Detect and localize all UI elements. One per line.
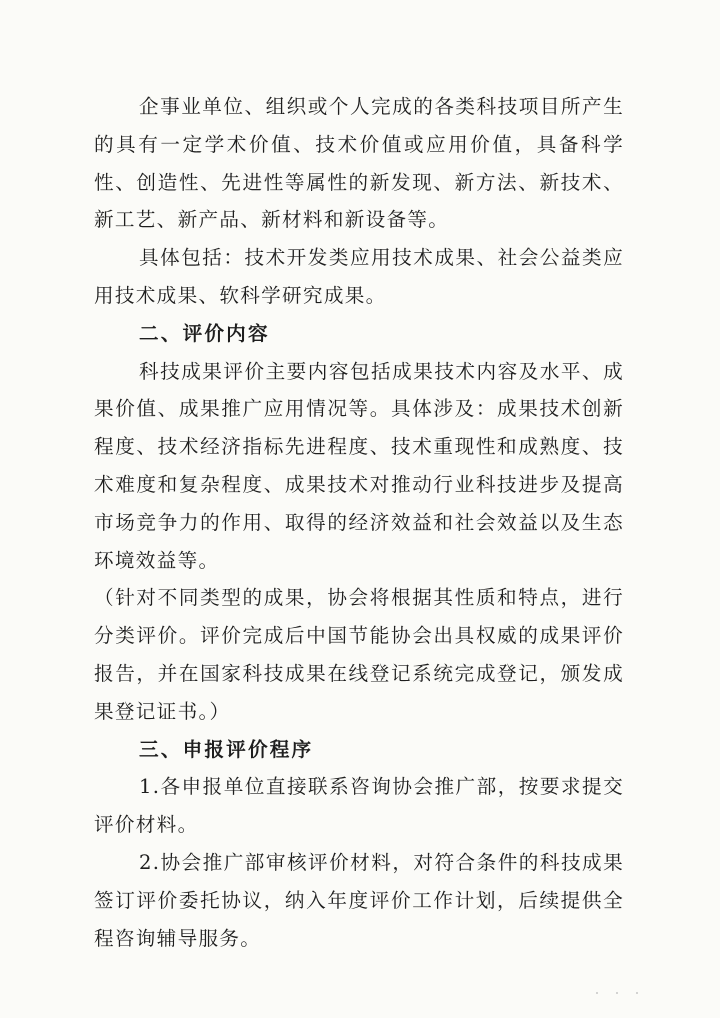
evaluation-content-paragraph: 科技成果评价主要内容包括成果技术内容及水平、成果价值、成果推广应用情况等。具体涉及：成果技术创新程度、技术经济指标先进程度、技术重现性和成熟度、技术难度和复杂程度、成果技术对推动行业科技进步及提高市场竞争力的作用、取得的经济效益和社会效益以及生态环境效益等。 — [94, 359, 624, 572]
definition-paragraph: 企事业单位、组织或个人完成的各类科技项目所产生的具有一定学术价值、技术价值或应用价值，具备科学性、创造性、先进性等属性的新发现、新方法、新技术、新工艺、新产品、新材料和新设备等。 — [94, 95, 624, 232]
scope-paragraph: 具体包括：技术开发类应用技术成果、社会公益类应用技术成果、软科学研究成果。 — [94, 246, 624, 307]
procedure-step-1: 1.各申报单位直接联系咨询协会推广部，按要求提交评价材料。 — [94, 775, 624, 837]
evaluation-note-paragraph: （针对不同类型的成果，协会将根据其性质和特点，进行分类评价。评价完成后中国节能协会出具权威的成果评价报告，并在国家科技成果在线登记系统完成登记，颁发成果登记证书。） — [94, 586, 624, 723]
section-heading-evaluation-content: 二、评价内容 — [139, 321, 270, 345]
scan-mark-dot — [596, 992, 598, 994]
document-body — [94, 88, 624, 957]
scan-marks — [596, 992, 638, 994]
procedure-step-2: 2.协会推广部审核评价材料，对符合条件的科技成果签订评价委托协议，纳入年度评价工作计划，后续提供全程咨询辅导服务。 — [94, 850, 624, 950]
scan-mark-dot — [616, 992, 618, 994]
section-heading-application-procedure: 三、申报评价程序 — [139, 737, 314, 761]
scan-mark-dot — [636, 992, 638, 994]
